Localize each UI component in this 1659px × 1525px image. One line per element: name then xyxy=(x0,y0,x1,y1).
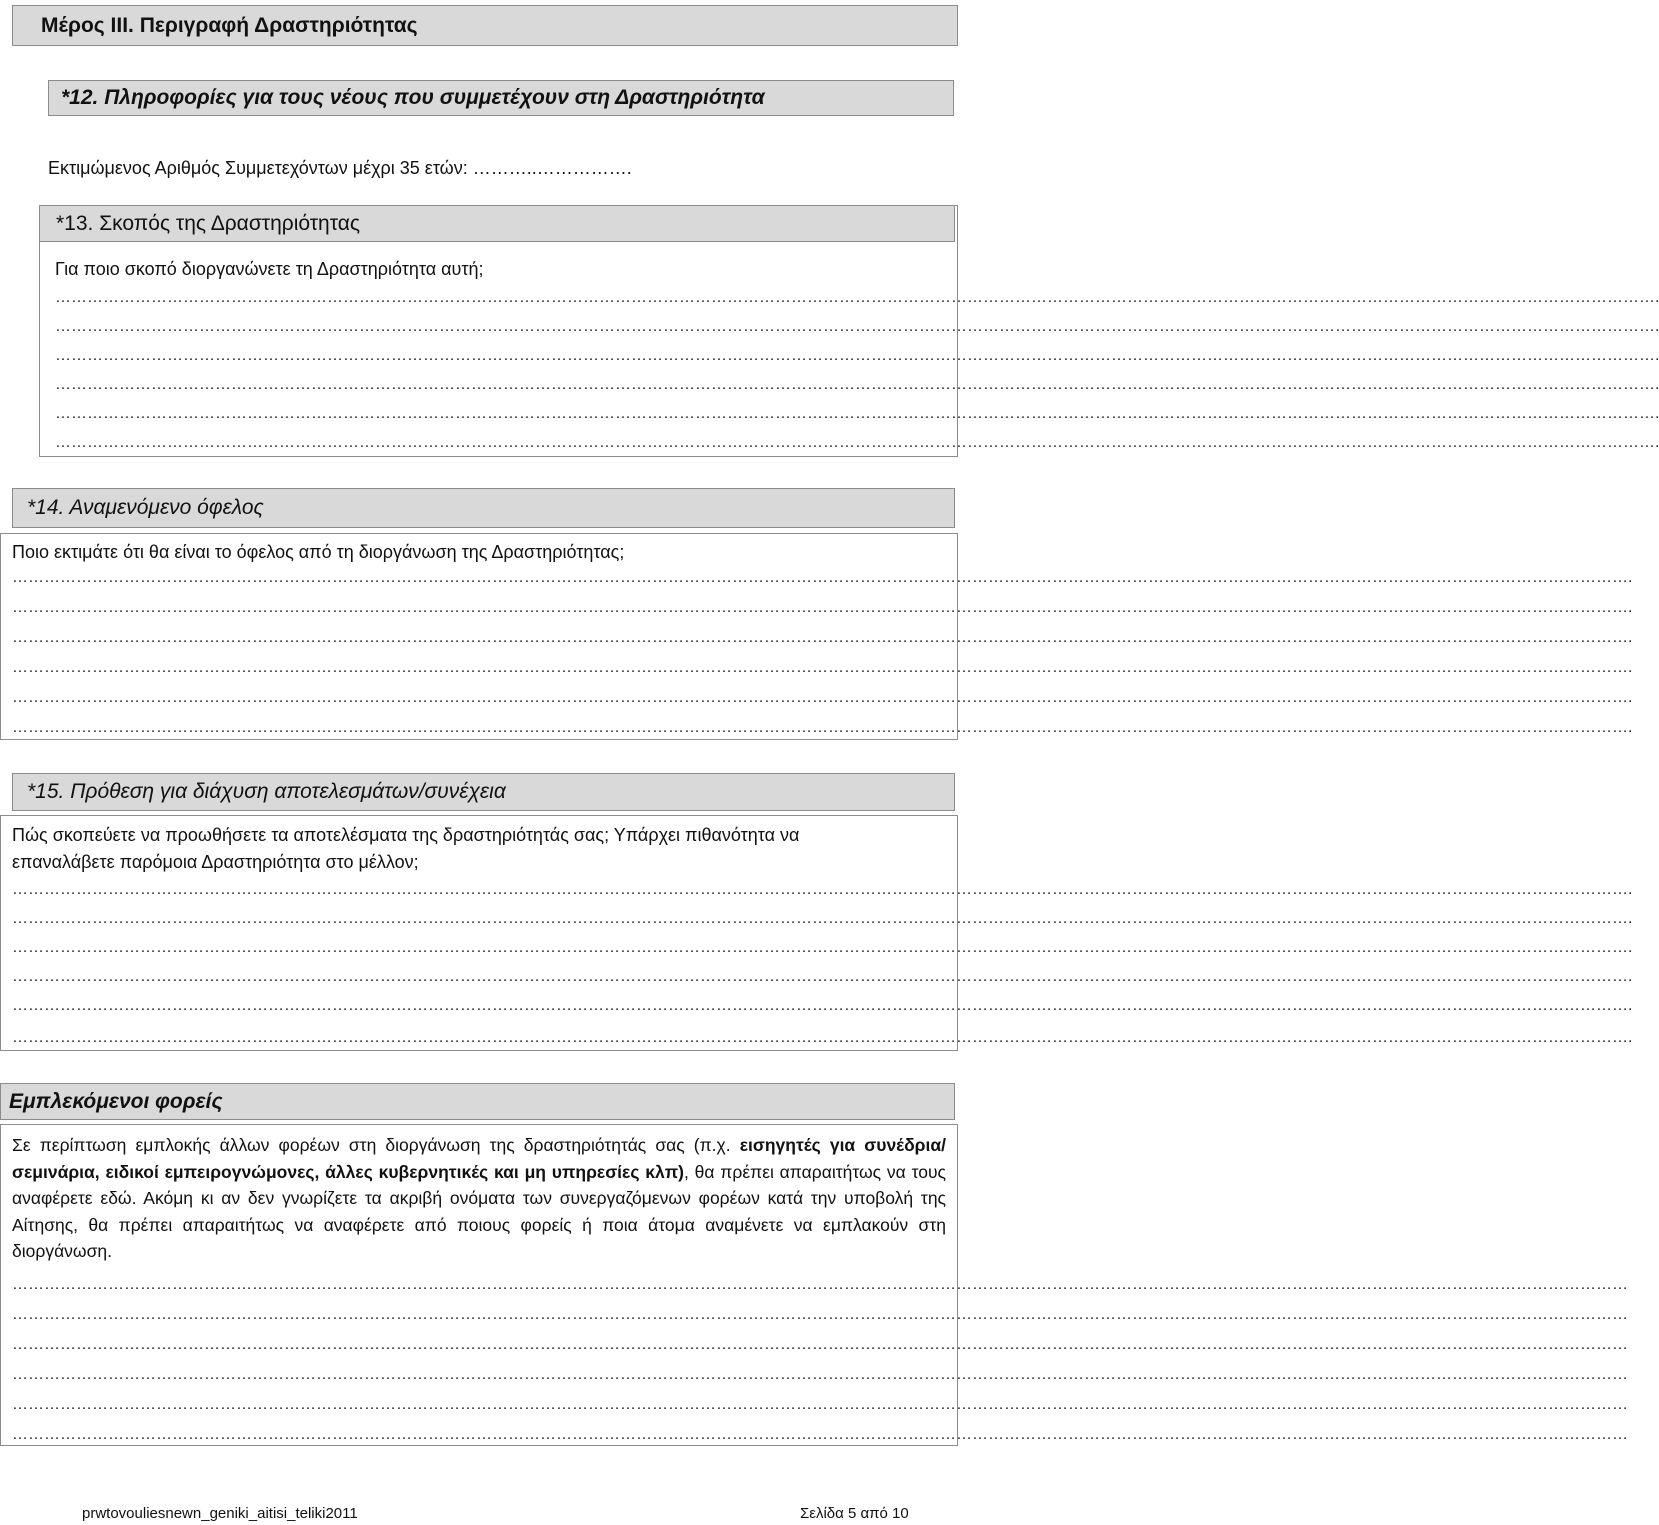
section-15-header: *15. Πρόθεση για διάχυση αποτελεσμάτων/συνέχεια xyxy=(12,773,955,811)
benefit-line-1[interactable]: ……………………………………………………………………………………………………………………………………………………………………………………………………………………………………………………………………………. xyxy=(12,569,1633,586)
participants-label: Εκτιμώμενος Αριθμός Συμμετεχόντων μέχρι 35 ετών: xyxy=(48,158,468,178)
benefit-line-6[interactable]: ……………………………………………………………………………………………………………………………………………………………………………………………………………………………………………………………………………. xyxy=(12,719,1633,736)
benefit-line-2[interactable]: ……………………………………………………………………………………………………………………………………………………………………………………………………………………………………………………………………………. xyxy=(12,599,1633,616)
involved-bodies-header: Εμπλεκόμενοι φορείς xyxy=(0,1083,955,1120)
section-12-header: *12. Πληροφορίες για τους νέους που συμμετέχουν στη Δραστηριότητα xyxy=(48,80,954,116)
footer-page-number: Σελίδα 5 από 10 xyxy=(800,1505,909,1522)
footer-filename: prwtovouliesnewn_geniki_aitisi_teliki2011 xyxy=(82,1505,358,1522)
bodies-line-6[interactable]: …………………………………………………………………………………………………………………………………………………………………………………………………………………………………………………………………………… xyxy=(12,1426,1628,1443)
dissemination-line-4[interactable]: ……………………………………………………………………………………………………………………………………………………………………………………………………………………………………………………………………………. xyxy=(12,968,1633,985)
bodies-line-2[interactable]: …………………………………………………………………………………………………………………………………………………………………………………………………………………………………………………………………………… xyxy=(12,1306,1628,1323)
benefit-line-5[interactable]: ……………………………………………………………………………………………………………………………………………………………………………………………………………………………………………………………………………. xyxy=(12,689,1633,706)
section-13-header: *13. Σκοπός της Δραστηριότητας xyxy=(39,205,955,242)
purpose-line-6[interactable]: …………………………………………………………………………………………………………………………………………………………………………………………………………………………………………………………………………. xyxy=(55,434,1659,451)
purpose-line-5[interactable]: …………………………………………………………………………………………………………………………………………………………………………………………………………………………………………………………………………. xyxy=(55,405,1659,422)
dissemination-line-2[interactable]: ……………………………………………………………………………………………………………………………………………………………………………………………………………………………………………………………………………. xyxy=(12,910,1633,927)
participants-value[interactable]: ………..……………. xyxy=(472,158,632,178)
dissemination-line-6[interactable]: ……………………………………………………………………………………………………………………………………………………………………………………………………………………………………………………………………………. xyxy=(12,1029,1633,1046)
part-header: Μέρος ΙΙΙ. Περιγραφή Δραστηριότητας xyxy=(12,5,958,46)
benefit-line-4[interactable]: ……………………………………………………………………………………………………………………………………………………………………………………………………………………………………………………………………………. xyxy=(12,659,1633,676)
dissemination-line-5[interactable]: ……………………………………………………………………………………………………………………………………………………………………………………………………………………………………………………………………………. xyxy=(12,997,1633,1014)
purpose-line-3[interactable]: …………………………………………………………………………………………………………………………………………………………………………………………………………………………………………………………………………. xyxy=(55,347,1659,364)
bodies-line-1[interactable]: …………………………………………………………………………………………………………………………………………………………………………………………………………………………………………………………………………… xyxy=(12,1276,1628,1293)
dissemination-line-3[interactable]: ……………………………………………………………………………………………………………………………………………………………………………………………………………………………………………………………………………. xyxy=(12,939,1633,956)
bodies-line-3[interactable]: …………………………………………………………………………………………………………………………………………………………………………………………………………………………………………………………………………… xyxy=(12,1336,1628,1353)
bodies-line-5[interactable]: …………………………………………………………………………………………………………………………………………………………………………………………………………………………………………………………………………… xyxy=(12,1396,1628,1413)
purpose-line-2[interactable]: …………………………………………………………………………………………………………………………………………………………………………………………………………………………………………………………………………. xyxy=(55,318,1659,335)
participants-field xyxy=(48,155,632,182)
purpose-question: Για ποιο σκοπό διοργανώνετε τη Δραστηριότητα αυτή; xyxy=(55,259,484,279)
purpose-line-4[interactable]: …………………………………………………………………………………………………………………………………………………………………………………………………………………………………………………………………………. xyxy=(55,376,1659,393)
dissemination-line-1[interactable]: ……………………………………………………………………………………………………………………………………………………………………………………………………………………………………………………………………………. xyxy=(12,881,1633,898)
benefit-line-3[interactable]: ……………………………………………………………………………………………………………………………………………………………………………………………………………………………………………………………………………. xyxy=(12,629,1633,646)
benefit-question: Ποιο εκτιμάτε ότι θα είναι το όφελος από τη διοργάνωση της Δραστηριότητας; xyxy=(12,542,625,562)
dissemination-question-line-2: επαναλάβετε παρόμοια Δραστηριότητα στο μέλλον; xyxy=(12,852,419,872)
dissemination-question-line-1: Πώς σκοπεύετε να προωθήσετε τα αποτελέσματα της δραστηριότητάς σας; Υπάρχει πιθανότητα να xyxy=(12,825,800,845)
purpose-line-1[interactable]: …………………………………………………………………………………………………………………………………………………………………………………………………………………………………………………………………………. xyxy=(55,289,1659,306)
bodies-line-4[interactable]: …………………………………………………………………………………………………………………………………………………………………………………………………………………………………………………………………………… xyxy=(12,1366,1628,1383)
involved-bodies-instructions: Σε περίπτωση εμπλοκής άλλων φορέων στη διοργάνωση της δραστηριότητάς σας (π.χ. εισηγητές για συνέδρια/σεμινάρια, ειδικοί εμπειρογνώμονες, άλλες κυβερνητικές και μη υπηρεσίες κλπ), θα πρέπει απαραιτήτως να τους αναφέρετε εδώ. Ακόμη κι αν δεν γνωρίζετε τα ακριβή ονόματα των συνεργαζόμενων φορέων κατά την υποβολή της Αίτησης, θα πρέπει απαραιτήτως να αναφέρετε από ποιους φορείς ή ποια άτομα αναμένετε να εμπλακούν στη διοργάνωση. xyxy=(12,1135,946,1261)
section-14-header: *14. Αναμενόμενο όφελος xyxy=(12,488,955,528)
